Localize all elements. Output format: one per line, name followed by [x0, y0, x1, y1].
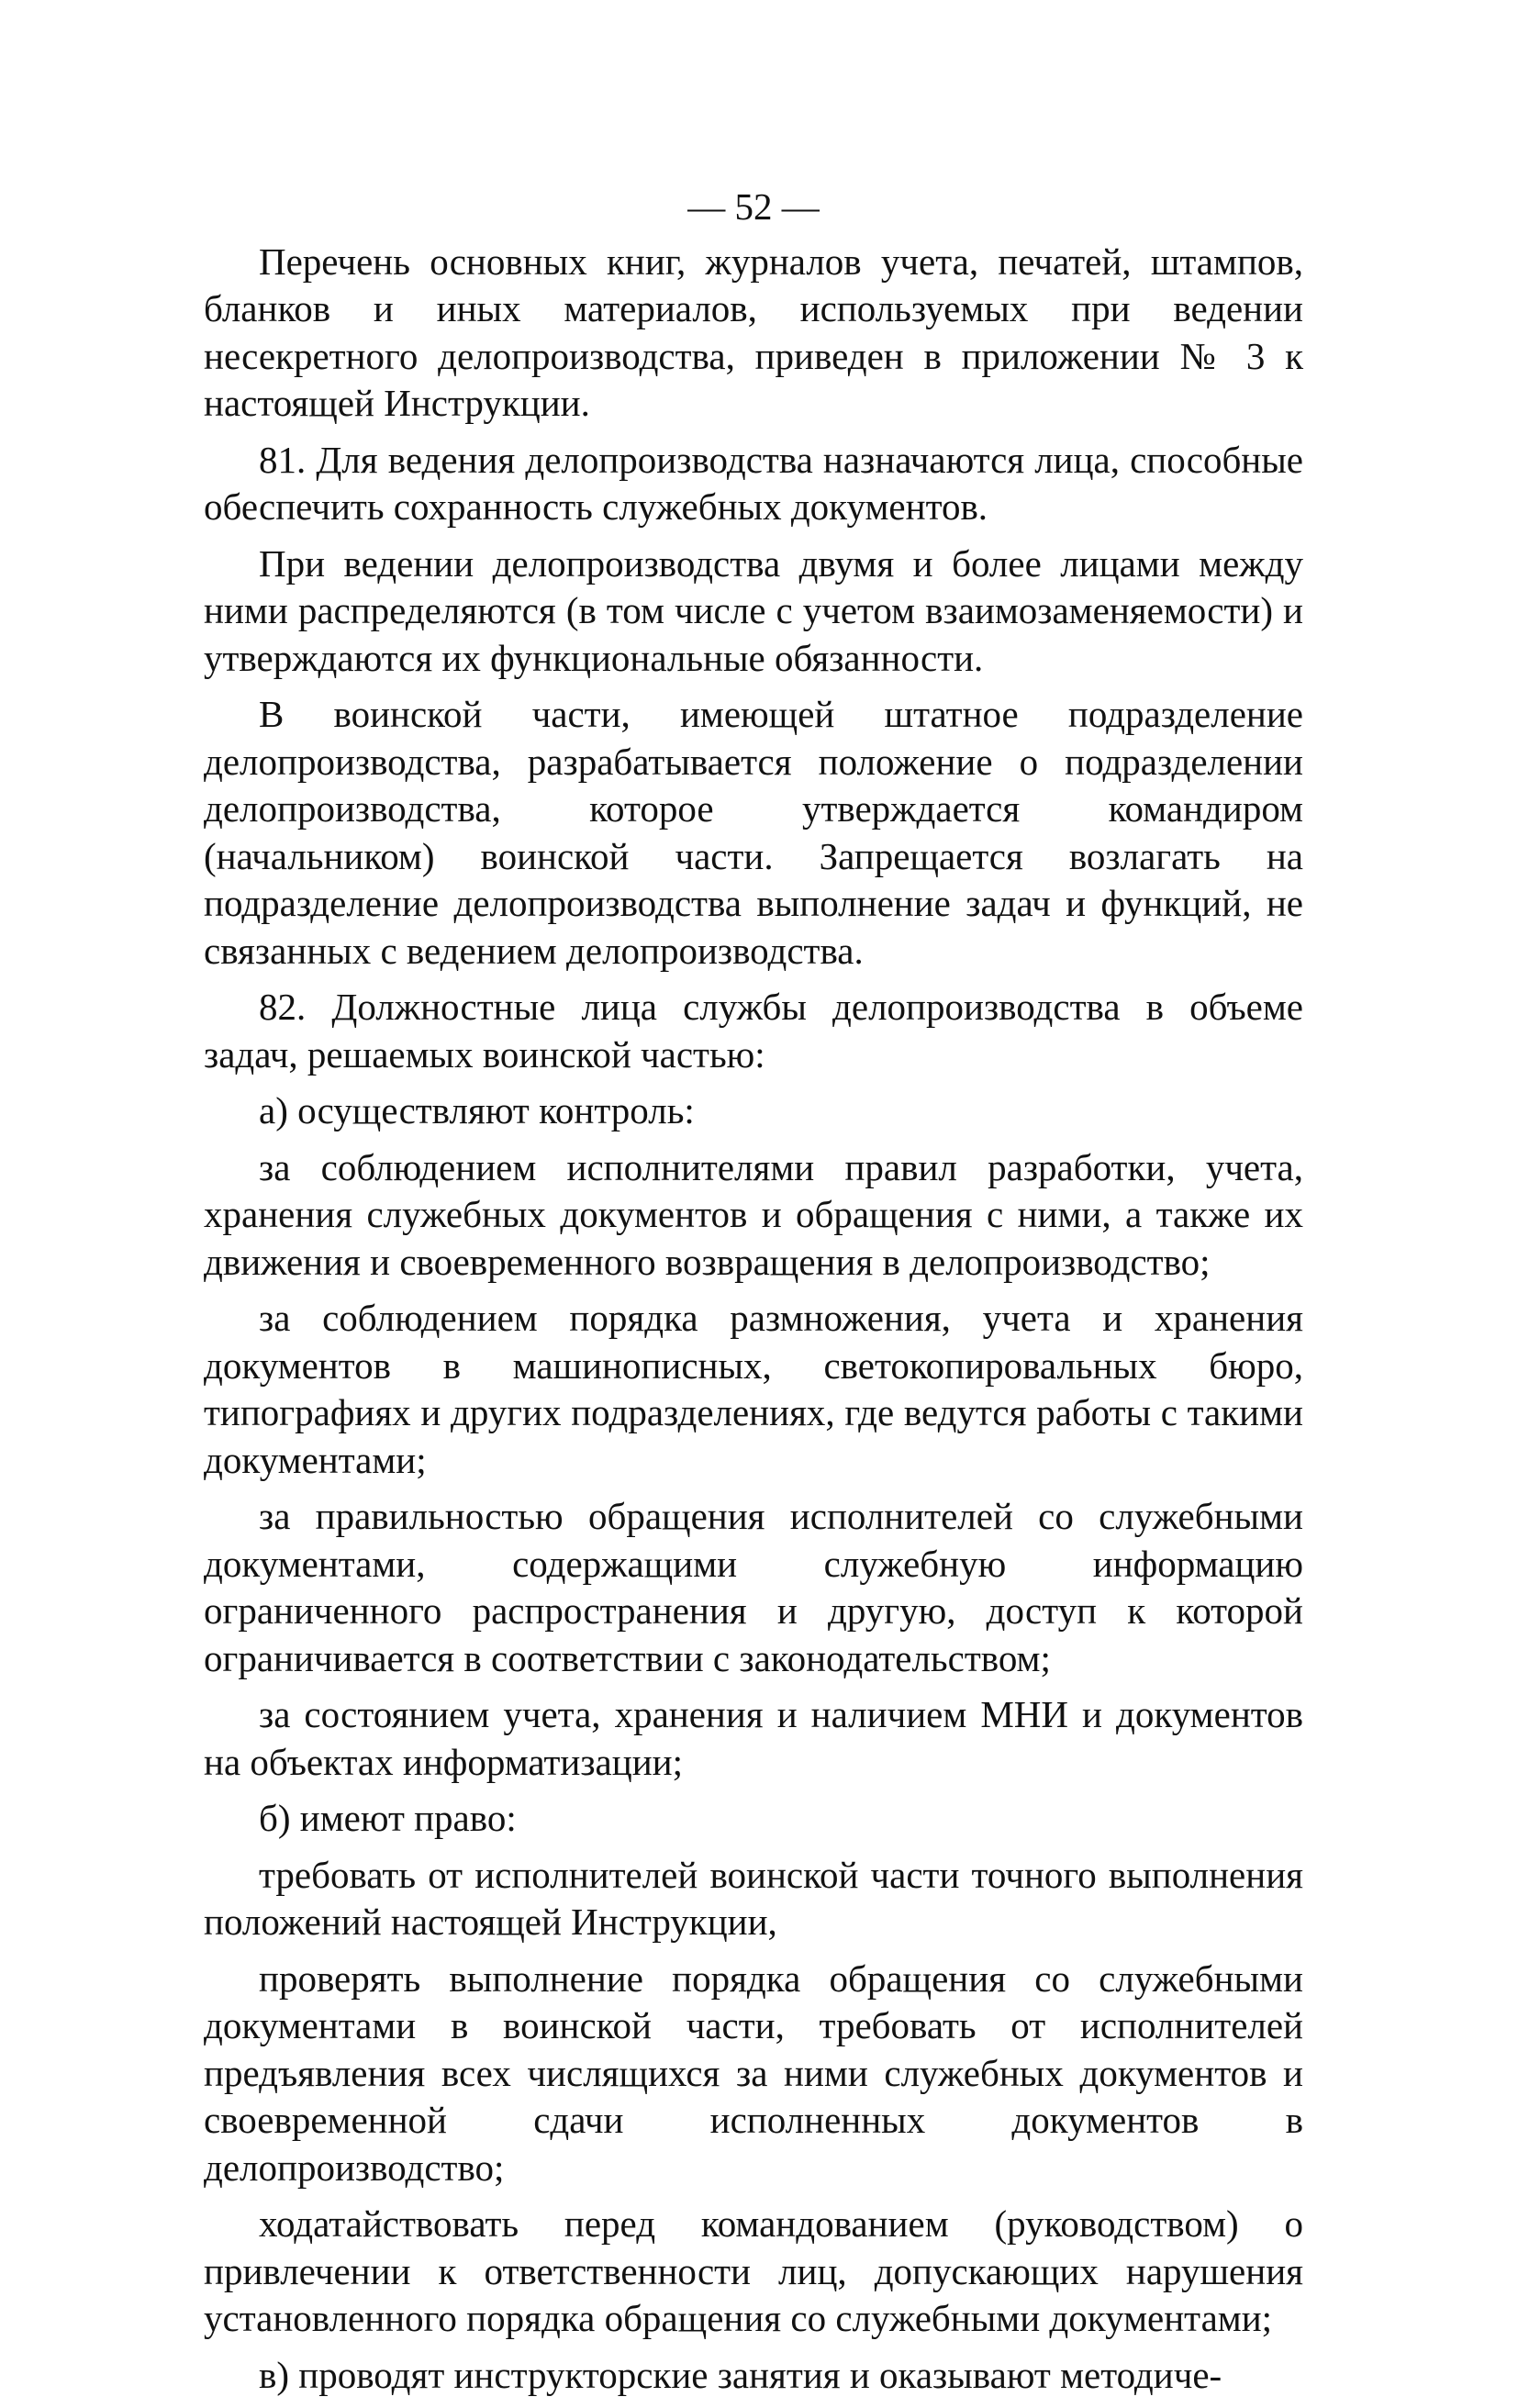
- paragraph-82-a: а) осуществляют контроль:: [259, 1089, 695, 1132]
- paragraph-control-rules: за соблюдением исполнителями правил разработки, учета, хранения служебных документов и обращения с ними, а также их движения и своевременного возвращения в делопроизводство;: [204, 1145, 1303, 1283]
- paragraph-control-mni: за состоянием учета, хранения и наличием МНИ и документов на объектах информатизации;: [204, 1693, 1303, 1783]
- paragraph-list-of-books: Перечень основных книг, журналов учета, печатей, штампов, бланков и иных материалов, используемых при ведении несекретного делопроизводства, приведен в приложении № 3 к настоящей Инструкции.: [204, 240, 1303, 424]
- paragraph-duties-distribution: При ведении делопроизводства двумя и более лицами между ними распределяются (в том числе с учетом взаимозаменяемости) и утверждаются их функциональные обязанности.: [204, 541, 1303, 679]
- paragraph-82-b: б) имеют право:: [259, 1797, 517, 1839]
- document-page: [204, 184, 1303, 2408]
- paragraph-right-check: проверять выполнение порядка обращения со служебными документами в воинской части, требовать от исполнителей предъявления всех числящихся за ними служебных документов и своевременной сдачи исполненных документов в делопроизводство;: [204, 1956, 1303, 2189]
- page-number: — 52 —: [687, 185, 820, 228]
- paragraph-control-copying: за соблюдением порядка размножения, учета и хранения документов в машинописных, светокопировальных бюро, типографиях и других подразделениях, где ведутся работы с такими документами;: [204, 1297, 1303, 1481]
- paragraph-82-v: в) проводят инструкторские занятия и оказывают методиче-: [259, 2353, 1222, 2396]
- paragraph-unit-regulation: В воинской части, имеющей штатное подразделение делопроизводства, разрабатывается положение о подразделении делопроизводства, которое утверждается командиром (начальником) воинской части. Запрещается возлагать на подразделение делопроизводства выполнение задач и функций, не связанных с ведением делопроизводства.: [204, 693, 1303, 972]
- paragraph-control-restricted: за правильностью обращения исполнителей со служебными документами, содержащими служебную информацию ограниченного распространения и другую, доступ к которой ограничивается в соответствии с законодательством;: [204, 1495, 1303, 1679]
- paragraph-82: 82. Должностные лица службы делопроизводства в объеме задач, решаемых воинской частью:: [204, 986, 1303, 1076]
- paragraph-right-petition: ходатайствовать перед командованием (руководством) о привлечении к ответственности лиц, допускающих нарушения установленного порядка обращения со служебными документами;: [204, 2202, 1303, 2339]
- paragraph-81: 81. Для ведения делопроизводства назначаются лица, способные обеспечить сохранность служебных документов.: [204, 438, 1303, 528]
- paragraph-right-require: требовать от исполнителей воинской части точного выполнения положений настоящей Инструкции,: [204, 1853, 1303, 1943]
